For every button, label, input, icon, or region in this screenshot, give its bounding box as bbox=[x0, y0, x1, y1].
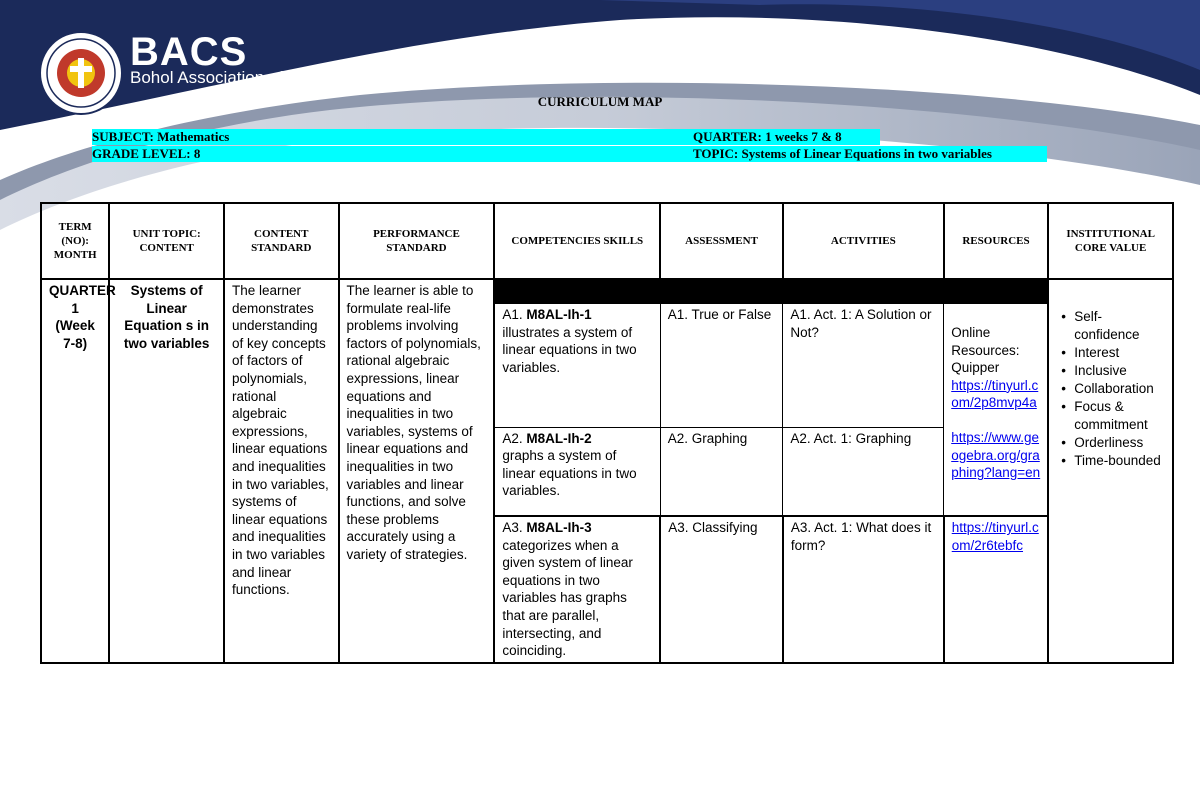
competency-text: graphs a system of linear equations in two variables. bbox=[502, 448, 637, 499]
col-header-resources: RESOURCES bbox=[944, 203, 1049, 279]
list-item: • Time-bounded bbox=[1074, 452, 1165, 470]
col-header-content-standard: CONTENT STANDARD bbox=[224, 203, 339, 279]
competency-cell bbox=[494, 516, 660, 663]
core-values-list bbox=[1056, 308, 1165, 470]
term-number: 1 bbox=[71, 300, 79, 316]
col-header-assessment: ASSESSMENT bbox=[660, 203, 783, 279]
competency-text: illustrates a system of linear equations in two variables. bbox=[502, 324, 637, 375]
col-header-performance-standard: PERFORMANCE STANDARD bbox=[339, 203, 495, 279]
activity-cell: A2. Act. 1: Graphing bbox=[783, 427, 944, 516]
competency-cell bbox=[494, 427, 660, 516]
unit-topic-cell: Systems of Linear Equation s in two variables bbox=[109, 279, 224, 663]
col-header-activities: ACTIVITIES bbox=[783, 203, 944, 279]
activity-cell: A1. Act. 1: A Solution or Not? bbox=[783, 303, 944, 427]
resource-link[interactable]: https://tinyurl.com/2r6tebfc bbox=[951, 520, 1039, 553]
term-weeks: (Week 7-8) bbox=[55, 318, 95, 351]
performance-standard-cell: The learner is able to formulate real-life problems involving factors of polynomials, rational algebraic expressions, linear equations and inequalities in two variables, systems of linear equations and inequalities in two variables and linear functions, and solve these problems accurately using a variety of strategies. bbox=[339, 279, 495, 663]
competency-prefix: A2. bbox=[502, 430, 527, 446]
grade-level-label: GRADE LEVEL: 8 bbox=[92, 146, 693, 162]
competency-code: M8AL-Ih-3 bbox=[526, 520, 592, 535]
list-item: • Focus & commitment bbox=[1074, 398, 1165, 434]
list-item: • Inclusive bbox=[1074, 362, 1165, 380]
resource-link[interactable]: https://tinyurl.com/2p8mvp4a bbox=[951, 377, 1039, 411]
competency-prefix: A1. bbox=[502, 307, 527, 322]
subject-label: SUBJECT: Mathematics bbox=[92, 129, 693, 145]
core-values-cell bbox=[1048, 279, 1173, 663]
acquisition-phase-label: ACQUISITION bbox=[494, 279, 1048, 303]
col-header-unit-topic: UNIT TOPIC: CONTENT bbox=[109, 203, 224, 279]
competency-cell bbox=[494, 303, 660, 427]
curriculum-map-table bbox=[40, 202, 1174, 664]
col-header-term: TERM (NO): MONTH bbox=[41, 203, 109, 279]
list-item: • Orderliness bbox=[1074, 434, 1165, 452]
competency-prefix: A3. bbox=[502, 520, 527, 535]
topic-label: TOPIC: Systems of Linear Equations in two variables bbox=[693, 146, 1047, 162]
col-header-competencies: COMPETENCIES SKILLS bbox=[494, 203, 660, 279]
assessment-cell: A1. True or False bbox=[660, 303, 783, 427]
content-standard-cell: The learner demonstrates understanding of key concepts of factors of polynomials, rational algebraic expressions, linear equations and inequalities in two variables, systems of linear equations and inequalities in two variables and linear functions. bbox=[224, 279, 339, 663]
header-row bbox=[41, 203, 1173, 279]
document-title: CURRICULUM MAP bbox=[537, 94, 663, 109]
resource-cell bbox=[944, 516, 1049, 663]
brand-name: BACS bbox=[130, 30, 248, 74]
activity-cell: A3. Act. 1: What does it form? bbox=[783, 516, 944, 663]
term-quarter: QUARTER bbox=[49, 283, 116, 298]
assessment-cell: A3. Classifying bbox=[660, 516, 783, 663]
assessment-cell: A2. Graphing bbox=[660, 427, 783, 516]
competency-text: categorizes when a given system of linear equations in two variables has graphs that are parallel, intersecting, and coinciding. bbox=[502, 537, 633, 659]
list-item: • Interest bbox=[1074, 344, 1165, 362]
resource-text: Online Resources: Quipper bbox=[951, 325, 1020, 376]
resource-cell bbox=[944, 303, 1049, 427]
quarter-label: QUARTER: 1 weeks 7 & 8 bbox=[693, 129, 880, 145]
competency-code: M8AL-Ih-1 bbox=[526, 307, 592, 322]
resource-link[interactable]: https://www.geogebra.org/graphing?lang=en bbox=[951, 430, 1041, 481]
brand-subtitle: Bohol Association of Catholic Schools bbox=[130, 68, 415, 87]
list-item: • Collaboration bbox=[1074, 380, 1165, 398]
competency-code: M8AL-Ih-2 bbox=[526, 430, 592, 446]
term-cell bbox=[41, 279, 116, 663]
col-header-core-value: INSTITUTIONAL CORE VALUE bbox=[1048, 203, 1173, 279]
table-row bbox=[41, 279, 1173, 303]
list-item: • Self-confidence bbox=[1074, 308, 1165, 344]
resource-cell bbox=[944, 427, 1049, 516]
